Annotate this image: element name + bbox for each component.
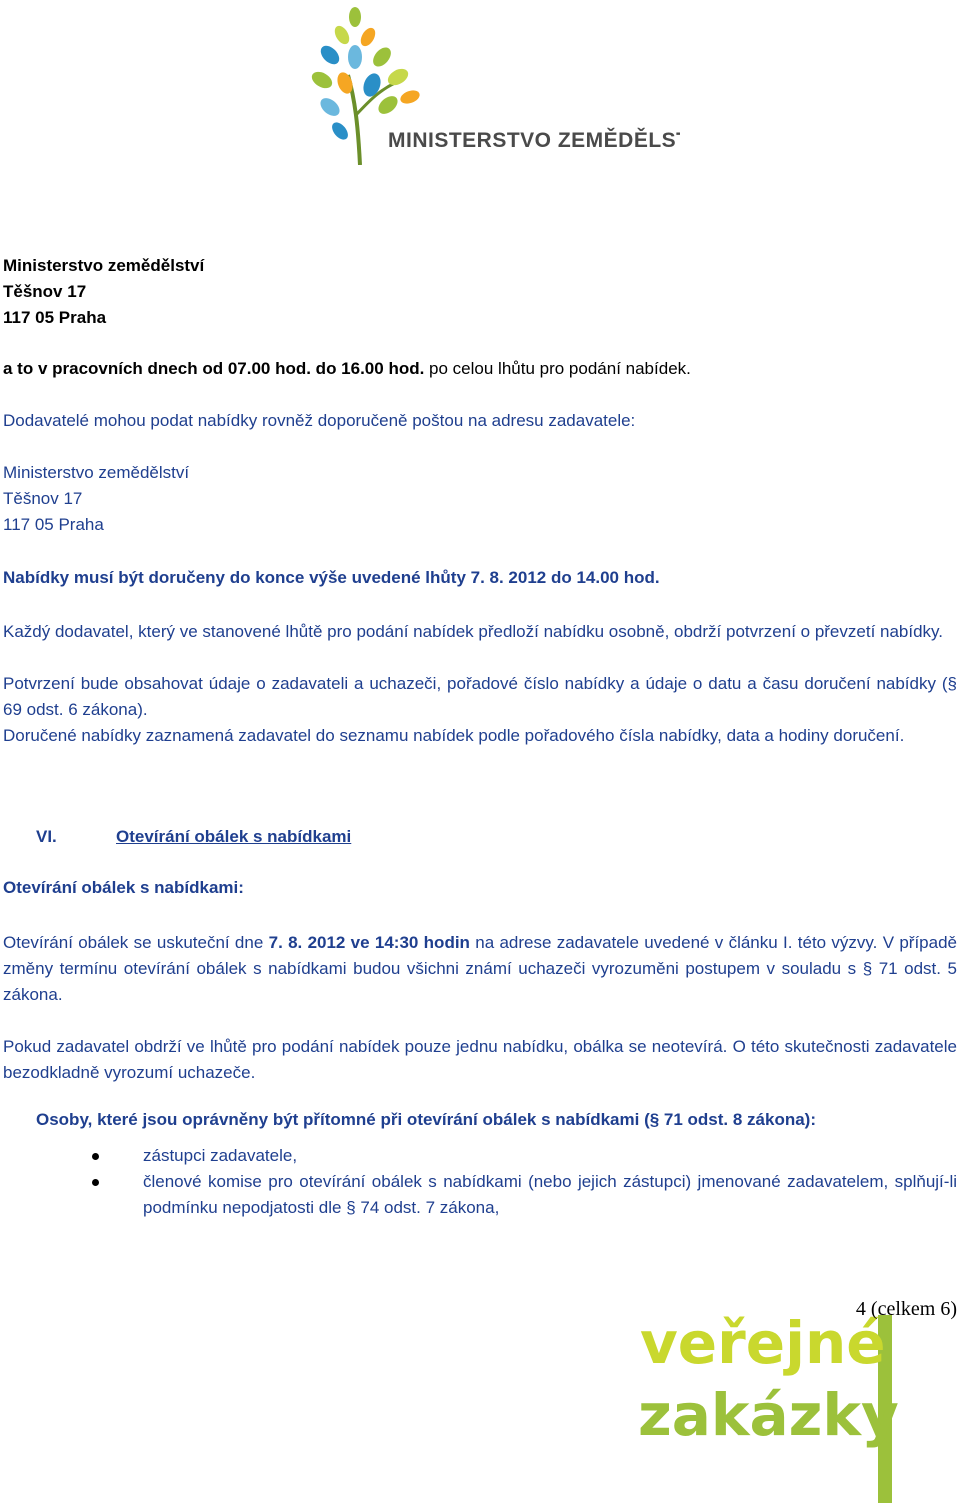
address2-line1: Ministerstvo zemědělství: [3, 463, 190, 482]
ministry-logo: [300, 5, 680, 165]
single-offer-paragraph: Pokud zadavatel obdrží ve lhůtě pro podání nabídek pouze jednu nabídku, obálka se neotevírá. O této skutečnosti zadavatele bezodkladně vyrozumí uchazeče.: [3, 1037, 957, 1082]
list-item-text: členové komise pro otevírání obálek s nabídkami (nebo jejich zástupci) jmenované zadavatelem, splňují-li podmínku nepodjatosti dle § 74 odst. 7 zákona,: [143, 1172, 957, 1217]
logo-word-verejne: veřejné: [640, 1309, 886, 1377]
opening-date: 7. 8. 2012 ve 14:30 hodin: [268, 933, 470, 952]
page-counter: 4 (celkem 6): [855, 1298, 957, 1320]
opening-part4: V případě změny termínu otevírání obálek s nabídkami budou všichni známí uchazeči vyrozuměni postupem v souladu s § 71 odst. 5 zákona.: [3, 933, 957, 1004]
delivery-paragraph-2: Potvrzení bude obsahovat údaje o zadavateli a uchazeči, pořadové číslo nabídky a údaje o datu a času doručení nabídky (§ 69 odst. 6 zákona).: [3, 674, 957, 719]
address2-line3: 117 05 Praha: [3, 515, 104, 534]
deadline: Nabídky musí být doručeny do konce výše uvedené lhůty 7. 8. 2012 do 14.00 hod.: [3, 568, 660, 587]
opening-paragraph: [3, 930, 957, 1008]
postal-intro: Dodavatelé mohou podat nabídky rovněž doporučeně poštou na adresu zadavatele:: [3, 411, 636, 430]
ministry-logo-text: MINISTERSTVO ZEMĚDĚLSTVÍ: [388, 129, 680, 152]
bullet-icon: [92, 1153, 99, 1160]
hours-line: [3, 359, 691, 379]
persons-heading: Osoby, které jsou oprávněny být přítomné při otevírání obálek s nabídkami (§ 71 odst. 8 zákona):: [36, 1110, 816, 1129]
section-number: VI.: [36, 827, 57, 846]
list-item-text: zástupci zadavatele,: [143, 1146, 298, 1165]
logo-word-zakazky: zakázky: [638, 1381, 899, 1449]
address1-line2: Těšnov 17: [3, 282, 87, 301]
section-title: Otevírání obálek s nabídkami: [116, 827, 352, 846]
address2-line2: Těšnov 17: [3, 489, 83, 508]
opening-part3: na adrese zadavatele uvedené v článku I. této výzvy.: [469, 933, 878, 952]
opening-part1: Otevírání obálek se uskuteční dne: [3, 933, 269, 952]
hours-normal: po celou lhůtu pro podání nabídek.: [424, 359, 691, 378]
subheading: Otevírání obálek s nabídkami:: [3, 878, 244, 897]
delivery-paragraph-3: Doručené nabídky zaznamená zadavatel do seznamu nabídek podle pořadového čísla nabídky, data a hodiny doručení.: [3, 726, 905, 745]
address1-line3: 117 05 Praha: [3, 308, 107, 327]
address1-line1: Ministerstvo zemědělství: [3, 256, 205, 275]
delivery-paragraph-1: Každý dodavatel, který ve stanovené lhůtě pro podání nabídek předloží nabídku osobně, obdrží potvrzení o převzetí nabídky.: [3, 622, 944, 641]
bullet-icon: [92, 1179, 99, 1186]
hours-bold: a to v pracovních dnech od 07.00 hod. do 16.00 hod.: [3, 359, 425, 378]
